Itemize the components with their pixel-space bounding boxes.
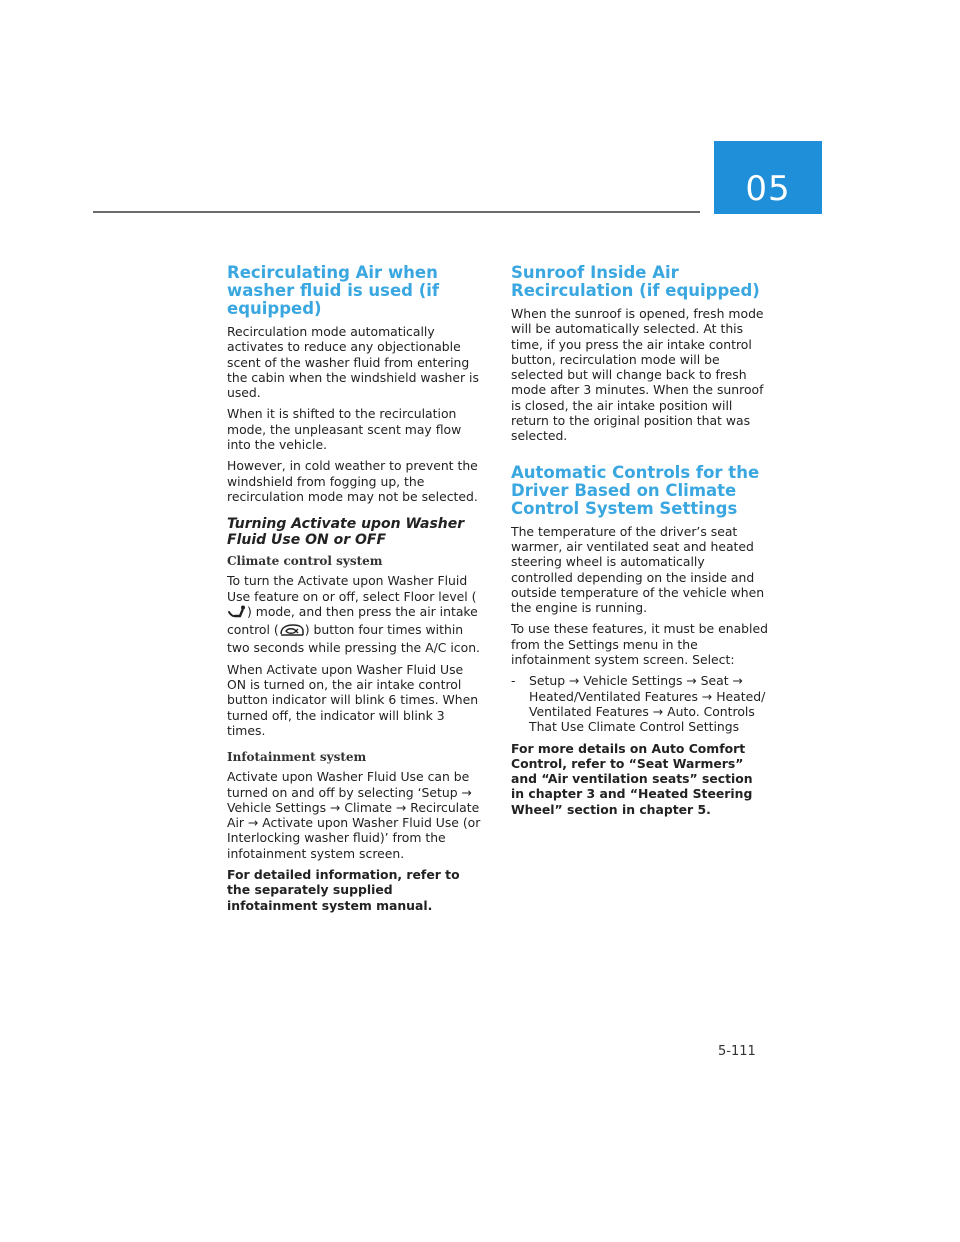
floor-level-mode-icon [227,605,247,622]
list-item-text: Setup → Vehicle Settings → Seat → Heated/Ventilated Features → Heated/ Ventilated Features → Auto. Controls That Use Climate Control Settings [529,673,766,735]
text-part: To turn the Activate upon Washer Fluid Use feature on or off, select Floor level ( [227,573,477,604]
list-item [511,673,769,734]
paragraph: The temperature of the driver’s seat warmer, air ventilated seat and heated steering wheel is automatically controlled depending on the inside and outside temperature of the vehicle when the engine is running. [511,523,765,616]
paragraph: When Activate upon Washer Fluid Use ON is turned on, the air intake control button indicator will blink 6 times. When turned off, the indicator will blink 3 times. [227,661,479,738]
chapter-number: 05 [745,169,791,209]
text-part: ) button four times within two seconds while pressing the A/C icon. [227,622,480,656]
note-paragraph: For detailed information, refer to the separately supplied infotainment system manual. [227,867,460,913]
paragraph: However, in cold weather to prevent the windshield from fogging up, the recirculation mode may not be selected. [227,458,478,504]
paragraph: To use these features, it must be enabled from the Settings menu in the infotainment system screen. Select: [511,621,768,668]
paragraph-floor-mode-instructions [227,573,481,655]
right-column [511,264,769,823]
note-paragraph: For more details on Auto Comfort Control, refer to “Seat Warmers” and “Air ventilation seats” section in chapter 3 and “Heated Steering Wheel” section in chapter 5. [511,740,753,817]
section-heading-sunroof: Sunroof Inside Air Recirculation (if equipped) [511,263,760,300]
section-heading-recirculating-air: Recirculating Air when washer fluid is used (if equipped) [227,263,440,318]
sub-heading-infotainment: Infotainment system [227,750,367,765]
chapter-tab [714,141,822,214]
settings-path-list [511,673,769,734]
paragraph: Activate upon Washer Fluid Use can be turned on and off by selecting ‘Setup → Vehicle Settings → Climate → Recirculate Air → Activate upon Washer Fluid Use (or Interlocking washer fluid)’ from the infotainment system screen. [227,769,481,861]
section-heading-automatic-controls: Automatic Controls for the Driver Based on Climate Control System Settings [511,462,760,518]
left-column [227,264,481,919]
page-number: 5-111 [718,1044,756,1059]
paragraph: When the sunroof is opened, fresh mode will be automatically selected. At this time, if you press the air intake control button, recirculation mode will be selected but will change back to fresh mode after 3 minutes. When the sunroof is closed, the air intake position will return to the original position that was selected. [511,306,764,444]
list-dash: - [511,673,516,689]
sub-heading-climate-control: Climate control system [227,554,383,569]
chapter-divider-line [93,211,700,213]
air-intake-recirculation-icon [279,623,305,640]
paragraph: Recirculation mode automatically activates to reduce any objectionable scent of the washer fluid from entering the cabin when the windshield washer is used. [227,324,479,401]
text-part: ) mode, and then press the air intake control ( [227,603,478,638]
paragraph: When it is shifted to the recirculation mode, the unpleasant scent may flow into the vehicle. [227,406,462,453]
subsection-heading-activate-washer: Turning Activate upon Washer Fluid Use ON or OFF [227,516,465,549]
